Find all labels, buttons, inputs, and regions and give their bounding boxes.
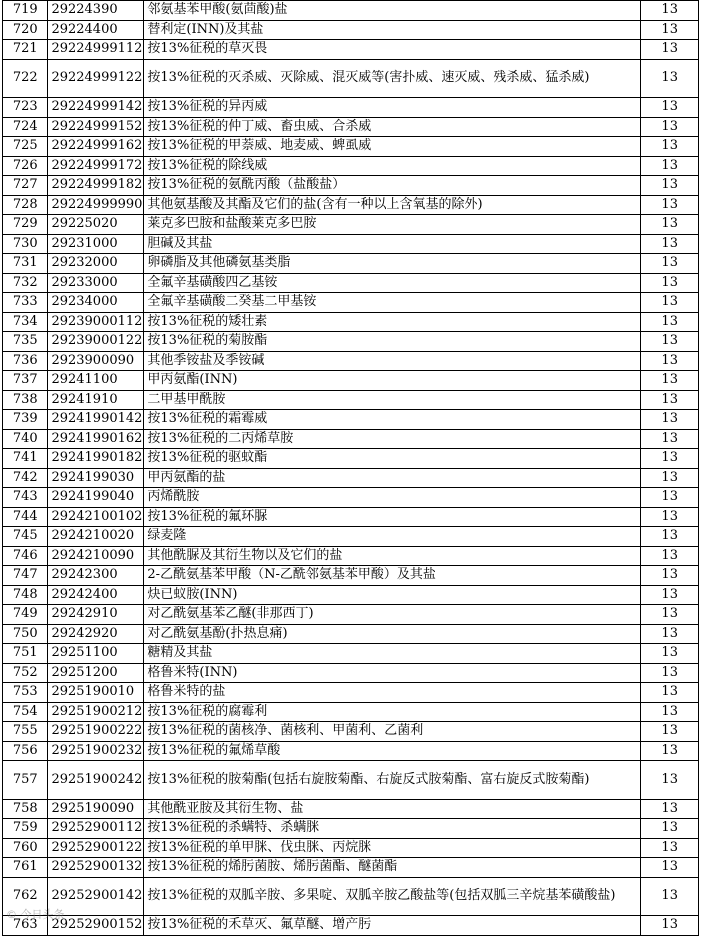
hs-code-cell: 2924199040 [48, 488, 144, 508]
hs-code-cell: 29252900152 [48, 916, 144, 936]
description-cell: 其他氨基酸及其酯及它们的盐(含有一种以上含氧基的除外) [144, 195, 641, 215]
row-number-cell: 740 [3, 429, 48, 449]
table-row [3, 254, 699, 274]
rate-cell: 13 [641, 546, 699, 566]
hs-code-cell: 29242400 [48, 585, 144, 605]
table-row [3, 351, 699, 371]
rate-cell: 13 [641, 877, 699, 916]
table-row [3, 488, 699, 508]
description-cell: 丙烯酰胺 [144, 488, 641, 508]
row-number-cell: 732 [3, 273, 48, 293]
description-cell: 按13%征税的甲萘威、地麦威、蜱虱威 [144, 137, 641, 157]
description-cell: 对乙酰氨基酚(扑热息痛) [144, 624, 641, 644]
table-row [3, 156, 699, 176]
rate-cell: 13 [641, 858, 699, 878]
hs-code-cell: 29224999172 [48, 156, 144, 176]
description-cell: 其他酰亚胺及其衍生物、盐 [144, 799, 641, 819]
hs-code-cell: 29224400 [48, 20, 144, 40]
row-number-cell: 721 [3, 40, 48, 60]
table-row [3, 332, 699, 352]
row-number-cell: 757 [3, 761, 48, 800]
rate-cell: 13 [641, 156, 699, 176]
hs-code-cell: 29241910 [48, 390, 144, 410]
row-number-cell: 744 [3, 507, 48, 527]
hs-code-cell: 29241990142 [48, 410, 144, 430]
table-row [3, 624, 699, 644]
rate-cell: 13 [641, 527, 699, 547]
description-cell: 按13%征税的草灭畏 [144, 40, 641, 60]
hs-code-cell: 29251100 [48, 644, 144, 664]
description-cell: 全氟辛基磺酸二癸基二甲基铵 [144, 293, 641, 313]
row-number-cell: 754 [3, 702, 48, 722]
description-cell: 绿麦隆 [144, 527, 641, 547]
rate-cell: 13 [641, 195, 699, 215]
hs-code-cell: 29251200 [48, 663, 144, 683]
hs-code-cell: 29242920 [48, 624, 144, 644]
description-cell: 按13%征税的杀螨特、杀螨脒 [144, 819, 641, 839]
rate-cell: 13 [641, 371, 699, 391]
hs-code-cell: 29252900132 [48, 858, 144, 878]
rate-cell: 13 [641, 351, 699, 371]
row-number-cell: 741 [3, 449, 48, 469]
rate-cell: 13 [641, 390, 699, 410]
rate-cell: 13 [641, 215, 699, 235]
rate-cell: 13 [641, 59, 699, 98]
rate-cell: 13 [641, 683, 699, 703]
hs-code-cell: 29242100102 [48, 507, 144, 527]
row-number-cell: 730 [3, 234, 48, 254]
row-number-cell: 725 [3, 137, 48, 157]
table-row [3, 702, 699, 722]
hs-code-cell: 29234000 [48, 293, 144, 313]
rate-cell: 13 [641, 312, 699, 332]
hs-code-cell: 2925190090 [48, 799, 144, 819]
hs-code-cell: 29242910 [48, 605, 144, 625]
row-number-cell: 734 [3, 312, 48, 332]
rate-cell: 13 [641, 819, 699, 839]
description-cell: 按13%征税的仲丁威、畜虫威、合杀威 [144, 117, 641, 137]
table-row [3, 176, 699, 196]
hs-code-cell: 29232000 [48, 254, 144, 274]
table-row [3, 663, 699, 683]
row-number-cell: 746 [3, 546, 48, 566]
table-row [3, 20, 699, 40]
row-number-cell: 723 [3, 98, 48, 118]
hs-code-cell: 29251900242 [48, 761, 144, 800]
row-number-cell: 728 [3, 195, 48, 215]
rate-cell: 13 [641, 838, 699, 858]
table-row [3, 819, 699, 839]
table-row [3, 429, 699, 449]
description-cell: 按13%征税的矮壮素 [144, 312, 641, 332]
rate-cell: 13 [641, 761, 699, 800]
rate-cell: 13 [641, 449, 699, 469]
description-cell: 按13%征税的氟烯草酸 [144, 741, 641, 761]
description-cell: 按13%征税的腐霉利 [144, 702, 641, 722]
table-row [3, 527, 699, 547]
row-number-cell: 720 [3, 20, 48, 40]
hs-code-cell: 29224999182 [48, 176, 144, 196]
hs-code-cell: 29225020 [48, 215, 144, 235]
description-cell: 按13%征税的胺菊酯(包括右旋胺菊酯、右旋反式胺菊酯、富右旋反式胺菊酯) [144, 761, 641, 800]
row-number-cell: 745 [3, 527, 48, 547]
rate-cell: 13 [641, 585, 699, 605]
row-number-cell: 755 [3, 722, 48, 742]
table-row [3, 410, 699, 430]
table-row [3, 838, 699, 858]
table-row [3, 799, 699, 819]
hs-code-cell: 29252900122 [48, 838, 144, 858]
table-row [3, 761, 699, 800]
table-row [3, 371, 699, 391]
table-row [3, 449, 699, 469]
row-number-cell: 751 [3, 644, 48, 664]
table-row [3, 644, 699, 664]
description-cell: 格鲁米特的盐 [144, 683, 641, 703]
hs-code-cell: 29233000 [48, 273, 144, 293]
table-row [3, 605, 699, 625]
hs-code-cell: 29224999142 [48, 98, 144, 118]
hs-code-cell: 29224999112 [48, 40, 144, 60]
rate-cell: 13 [641, 293, 699, 313]
description-cell: 糖精及其盐 [144, 644, 641, 664]
description-cell: 按13%征税的二丙烯草胺 [144, 429, 641, 449]
tariff-table [2, 0, 699, 936]
description-cell: 二甲基甲酰胺 [144, 390, 641, 410]
row-number-cell: 750 [3, 624, 48, 644]
rate-cell: 13 [641, 176, 699, 196]
description-cell: 按13%征税的异丙威 [144, 98, 641, 118]
table-row [3, 877, 699, 916]
description-cell: 按13%征税的菌核净、菌核利、甲菌利、乙菌利 [144, 722, 641, 742]
table-row [3, 195, 699, 215]
hs-code-cell: 29239000122 [48, 332, 144, 352]
row-number-cell: 747 [3, 566, 48, 586]
hs-code-cell: 29224999162 [48, 137, 144, 157]
table-row [3, 722, 699, 742]
rate-cell: 13 [641, 624, 699, 644]
description-cell: 其他酰脲及其衍生物以及它们的盐 [144, 546, 641, 566]
rate-cell: 13 [641, 332, 699, 352]
description-cell: 按13%征税的霜霉威 [144, 410, 641, 430]
hs-code-cell: 29241100 [48, 371, 144, 391]
table-row [3, 507, 699, 527]
hs-code-cell: 29239000112 [48, 312, 144, 332]
table-row [3, 390, 699, 410]
table-row [3, 858, 699, 878]
row-number-cell: 726 [3, 156, 48, 176]
description-cell: 按13%征税的氟环脲 [144, 507, 641, 527]
table-row [3, 468, 699, 488]
row-number-cell: 760 [3, 838, 48, 858]
rate-cell: 13 [641, 722, 699, 742]
rate-cell: 13 [641, 137, 699, 157]
table-row [3, 546, 699, 566]
table-row [3, 40, 699, 60]
hs-code-cell: 2923900090 [48, 351, 144, 371]
row-number-cell: 753 [3, 683, 48, 703]
row-number-cell: 752 [3, 663, 48, 683]
row-number-cell: 724 [3, 117, 48, 137]
table-row [3, 234, 699, 254]
row-number-cell: 737 [3, 371, 48, 391]
rate-cell: 13 [641, 254, 699, 274]
table-row [3, 741, 699, 761]
hs-code-cell: 29251900212 [48, 702, 144, 722]
description-cell: 莱克多巴胺和盐酸莱克多巴胺 [144, 215, 641, 235]
hs-code-cell: 2924199030 [48, 468, 144, 488]
rate-cell: 13 [641, 702, 699, 722]
row-number-cell: 742 [3, 468, 48, 488]
rate-cell: 13 [641, 644, 699, 664]
hs-code-cell: 2925190010 [48, 683, 144, 703]
rate-cell: 13 [641, 1, 699, 21]
row-number-cell: 749 [3, 605, 48, 625]
table-row [3, 1, 699, 21]
row-number-cell: 733 [3, 293, 48, 313]
table-row [3, 98, 699, 118]
row-number-cell: 761 [3, 858, 48, 878]
description-cell: 按13%征税的氨酰丙酸（盐酸盐） [144, 176, 641, 196]
rate-cell: 13 [641, 916, 699, 936]
rate-cell: 13 [641, 663, 699, 683]
hs-code-cell: 2924210090 [48, 546, 144, 566]
table-row [3, 59, 699, 98]
description-cell: 炔已蚁胺(INN) [144, 585, 641, 605]
rate-cell: 13 [641, 799, 699, 819]
description-cell: 邻氨基苯甲酸(氨茴酸)盐 [144, 1, 641, 21]
description-cell: 全氟辛基磺酸四乙基铵 [144, 273, 641, 293]
description-cell: 胆碱及其盐 [144, 234, 641, 254]
rate-cell: 13 [641, 273, 699, 293]
description-cell: 按13%征税的双胍辛胺、多果啶、双胍辛胺乙酸盐等(包括双胍三辛烷基苯磺酸盐) [144, 877, 641, 916]
rate-cell: 13 [641, 20, 699, 40]
row-number-cell: 743 [3, 488, 48, 508]
rate-cell: 13 [641, 117, 699, 137]
row-number-cell: 758 [3, 799, 48, 819]
description-cell: 其他季铵盐及季铵碱 [144, 351, 641, 371]
table-row [3, 683, 699, 703]
rate-cell: 13 [641, 741, 699, 761]
rate-cell: 13 [641, 98, 699, 118]
hs-code-cell: 29252900142 [48, 877, 144, 916]
description-cell: 对乙酰氨基苯乙醚(非那西丁) [144, 605, 641, 625]
rate-cell: 13 [641, 468, 699, 488]
row-number-cell: 729 [3, 215, 48, 235]
rate-cell: 13 [641, 234, 699, 254]
description-cell: 卵磷脂及其他磷氨基类脂 [144, 254, 641, 274]
row-number-cell: 736 [3, 351, 48, 371]
hs-code-cell: 29241990162 [48, 429, 144, 449]
hs-code-cell: 2924210020 [48, 527, 144, 547]
hs-code-cell: 29252900112 [48, 819, 144, 839]
hs-code-cell: 29224999990 [48, 195, 144, 215]
description-cell: 2-乙酰氨基苯甲酸（N-乙酰邻氨基苯甲酸）及其盐 [144, 566, 641, 586]
table-row [3, 916, 699, 936]
hs-code-cell: 29241990182 [48, 449, 144, 469]
description-cell: 替利定(INN)及其盐 [144, 20, 641, 40]
row-number-cell: 762 [3, 877, 48, 916]
description-cell: 按13%征税的除线威 [144, 156, 641, 176]
hs-code-cell: 29224999122 [48, 59, 144, 98]
table-row [3, 566, 699, 586]
row-number-cell: 738 [3, 390, 48, 410]
row-number-cell: 748 [3, 585, 48, 605]
table-row [3, 137, 699, 157]
row-number-cell: 719 [3, 1, 48, 21]
row-number-cell: 759 [3, 819, 48, 839]
row-number-cell: 722 [3, 59, 48, 98]
description-cell: 按13%征税的单甲脒、伐虫脒、丙烷脒 [144, 838, 641, 858]
rate-cell: 13 [641, 410, 699, 430]
rate-cell: 13 [641, 566, 699, 586]
table-row [3, 312, 699, 332]
row-number-cell: 756 [3, 741, 48, 761]
row-number-cell: 735 [3, 332, 48, 352]
rate-cell: 13 [641, 40, 699, 60]
hs-code-cell: 29251900222 [48, 722, 144, 742]
hs-code-cell: 29224999152 [48, 117, 144, 137]
hs-code-cell: 29224390 [48, 1, 144, 21]
watermark: © 今日头条 [6, 908, 65, 921]
table-row [3, 117, 699, 137]
description-cell: 按13%征税的驱蚊酯 [144, 449, 641, 469]
rate-cell: 13 [641, 507, 699, 527]
rate-cell: 13 [641, 488, 699, 508]
description-cell: 甲丙氨酯的盐 [144, 468, 641, 488]
rate-cell: 13 [641, 429, 699, 449]
table-row [3, 215, 699, 235]
description-cell: 按13%征税的禾草灭、氟草醚、增产肟 [144, 916, 641, 936]
hs-code-cell: 29242300 [48, 566, 144, 586]
description-cell: 按13%征税的菊胺酯 [144, 332, 641, 352]
description-cell: 按13%征税的烯肟菌胺、烯肟菌酯、醚菌酯 [144, 858, 641, 878]
row-number-cell: 727 [3, 176, 48, 196]
description-cell: 格鲁米特(INN) [144, 663, 641, 683]
table-row [3, 585, 699, 605]
table-row [3, 293, 699, 313]
description-cell: 按13%征税的灭杀威、灭除威、混灭威等(害扑威、速灭威、残杀威、猛杀威) [144, 59, 641, 98]
rate-cell: 13 [641, 605, 699, 625]
table-body [3, 1, 699, 936]
row-number-cell: 763 [3, 916, 48, 936]
hs-code-cell: 29251900232 [48, 741, 144, 761]
description-cell: 甲丙氨酯(INN) [144, 371, 641, 391]
hs-code-cell: 29231000 [48, 234, 144, 254]
table-row [3, 273, 699, 293]
row-number-cell: 731 [3, 254, 48, 274]
row-number-cell: 739 [3, 410, 48, 430]
